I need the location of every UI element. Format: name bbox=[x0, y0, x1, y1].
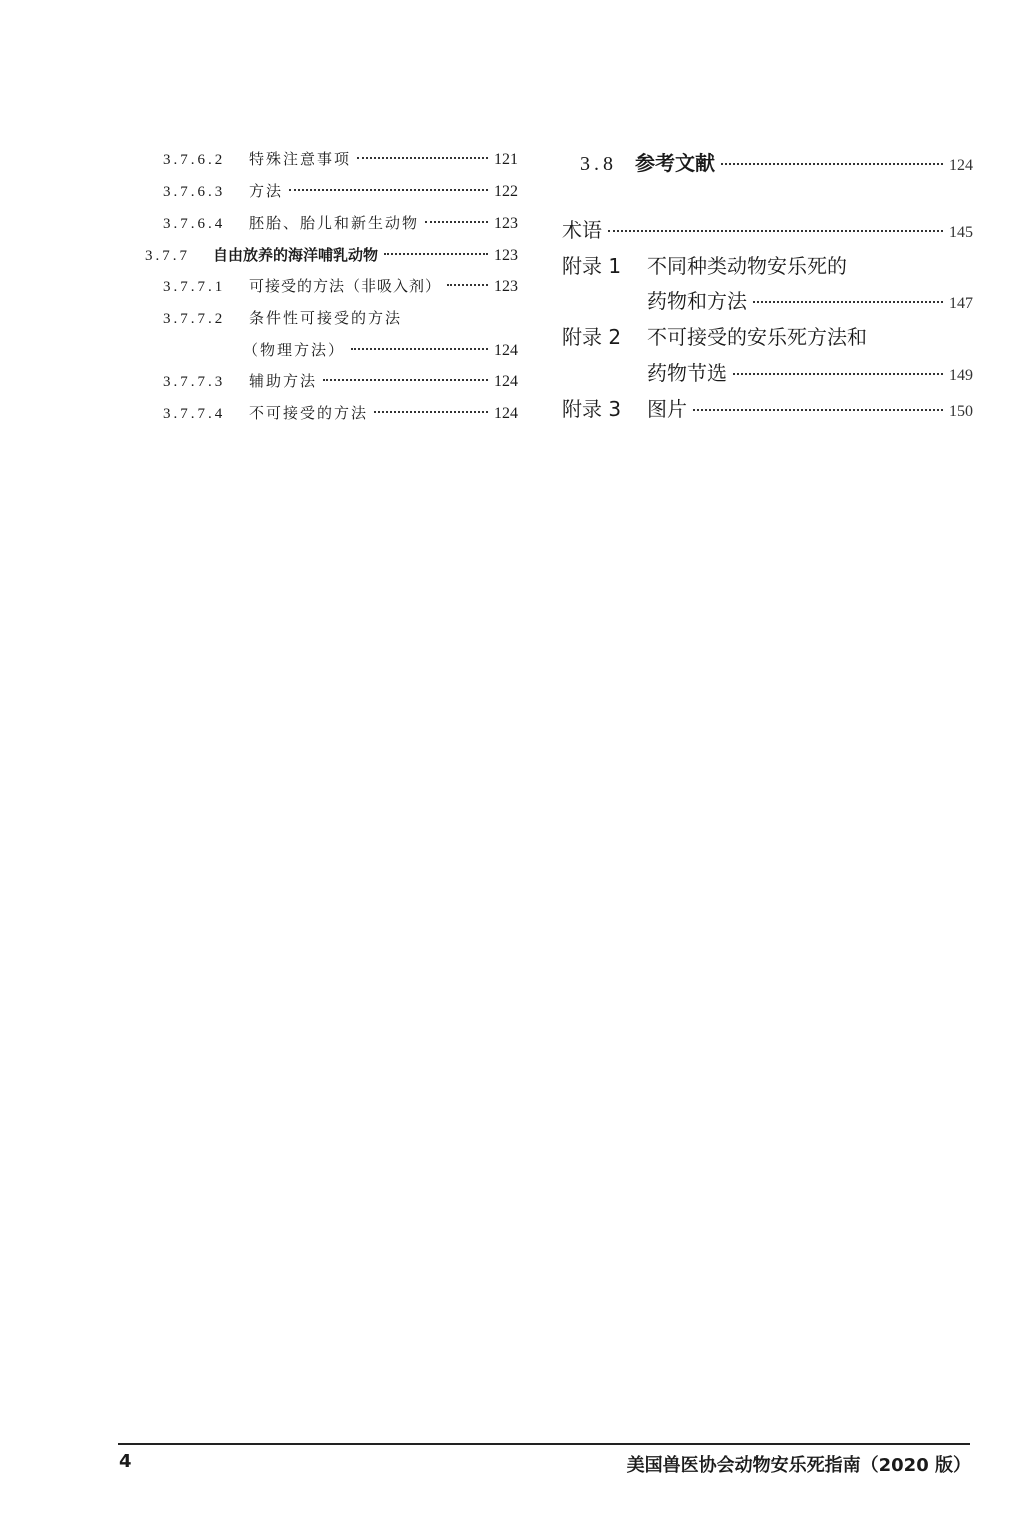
entry-page: 122 bbox=[494, 183, 518, 200]
entry-page: 123 bbox=[494, 278, 518, 295]
leader-dots bbox=[733, 373, 943, 375]
footer-book-title: 美国兽医协会动物安乐死指南（2020 版） bbox=[626, 1455, 971, 1476]
entry-number: 3.7.7.3 bbox=[163, 374, 226, 390]
leader-dots bbox=[323, 379, 488, 381]
entry-number: 3.7.6.2 bbox=[163, 152, 226, 168]
entry-page: 123 bbox=[494, 247, 518, 264]
entry-page: 123 bbox=[494, 215, 518, 232]
footer-page-number: 4 bbox=[119, 1451, 132, 1472]
leader-dots bbox=[289, 189, 488, 191]
toc-entry[interactable] bbox=[163, 212, 518, 233]
entry-number: 附录 1 bbox=[562, 254, 622, 278]
entry-number: 术语 bbox=[562, 218, 602, 242]
entry-title: 不可接受的安乐死方法和 bbox=[647, 325, 867, 349]
toc-entry[interactable] bbox=[580, 147, 973, 176]
entry-title: 图片 bbox=[647, 397, 687, 421]
entry-title: 药物和方法 bbox=[647, 289, 747, 313]
toc-entry[interactable] bbox=[163, 402, 518, 423]
entry-page: 147 bbox=[949, 295, 973, 312]
entry-page: 124 bbox=[494, 373, 518, 390]
leader-dots bbox=[693, 409, 943, 411]
entry-title: 药物节选 bbox=[647, 361, 727, 385]
entry-number: 3.7.6.4 bbox=[163, 216, 226, 232]
leader-dots bbox=[721, 163, 943, 165]
leader-dots bbox=[357, 157, 488, 159]
toc-entry[interactable] bbox=[145, 244, 518, 265]
leader-dots bbox=[384, 253, 488, 255]
footer-rule bbox=[118, 1443, 970, 1445]
toc-entry[interactable] bbox=[163, 180, 518, 201]
entry-page: 124 bbox=[494, 405, 518, 422]
leader-dots bbox=[608, 230, 943, 232]
entry-title: 条件性可接受的方法 bbox=[249, 309, 403, 327]
entry-title: 方法 bbox=[249, 182, 284, 200]
entry-page: 150 bbox=[949, 403, 973, 420]
entry-title: 不同种类动物安乐死的 bbox=[647, 254, 847, 278]
entry-number: 3.7.7.4 bbox=[163, 406, 226, 422]
entry-number: 3.7.7.2 bbox=[163, 311, 226, 327]
entry-title: 可接受的方法（非吸入剂） bbox=[249, 277, 442, 295]
toc-entry[interactable] bbox=[562, 285, 973, 314]
toc-entry[interactable] bbox=[163, 148, 518, 169]
entry-page: 124 bbox=[949, 157, 973, 174]
entry-number: 附录 3 bbox=[562, 397, 622, 421]
toc-entry[interactable] bbox=[163, 307, 518, 328]
toc-entry[interactable] bbox=[562, 250, 973, 279]
entry-page: 145 bbox=[949, 224, 973, 241]
toc-entry[interactable] bbox=[562, 357, 973, 386]
leader-dots bbox=[753, 301, 943, 303]
entry-number: 附录 2 bbox=[562, 325, 622, 349]
toc-entry[interactable] bbox=[163, 275, 518, 296]
entry-title: 胚胎、胎儿和新生动物 bbox=[249, 214, 420, 232]
entry-page: 121 bbox=[494, 151, 518, 168]
entry-title: 自由放养的海洋哺乳动物 bbox=[213, 246, 379, 264]
entry-number: 3.7.7.1 bbox=[163, 279, 226, 295]
leader-dots bbox=[351, 348, 488, 350]
entry-number: 3.7.7 bbox=[145, 248, 190, 264]
toc-entry[interactable] bbox=[163, 370, 518, 391]
entry-title: 辅助方法 bbox=[249, 372, 318, 390]
leader-dots bbox=[374, 411, 488, 413]
entry-title: 特殊注意事项 bbox=[249, 150, 352, 168]
leader-dots bbox=[425, 221, 488, 223]
entry-page: 149 bbox=[949, 367, 973, 384]
toc-entry[interactable] bbox=[562, 214, 973, 243]
entry-title: 参考文献 bbox=[635, 151, 715, 175]
entry-title: （物理方法） bbox=[243, 341, 346, 359]
leader-dots bbox=[447, 284, 488, 286]
toc-entry[interactable] bbox=[562, 393, 973, 422]
toc-entry[interactable] bbox=[163, 339, 518, 360]
entry-page: 124 bbox=[494, 342, 518, 359]
entry-number: 3.7.6.3 bbox=[163, 184, 226, 200]
toc-entry[interactable] bbox=[562, 321, 973, 350]
entry-number: 3.8 bbox=[580, 153, 617, 175]
entry-title: 不可接受的方法 bbox=[249, 404, 369, 422]
